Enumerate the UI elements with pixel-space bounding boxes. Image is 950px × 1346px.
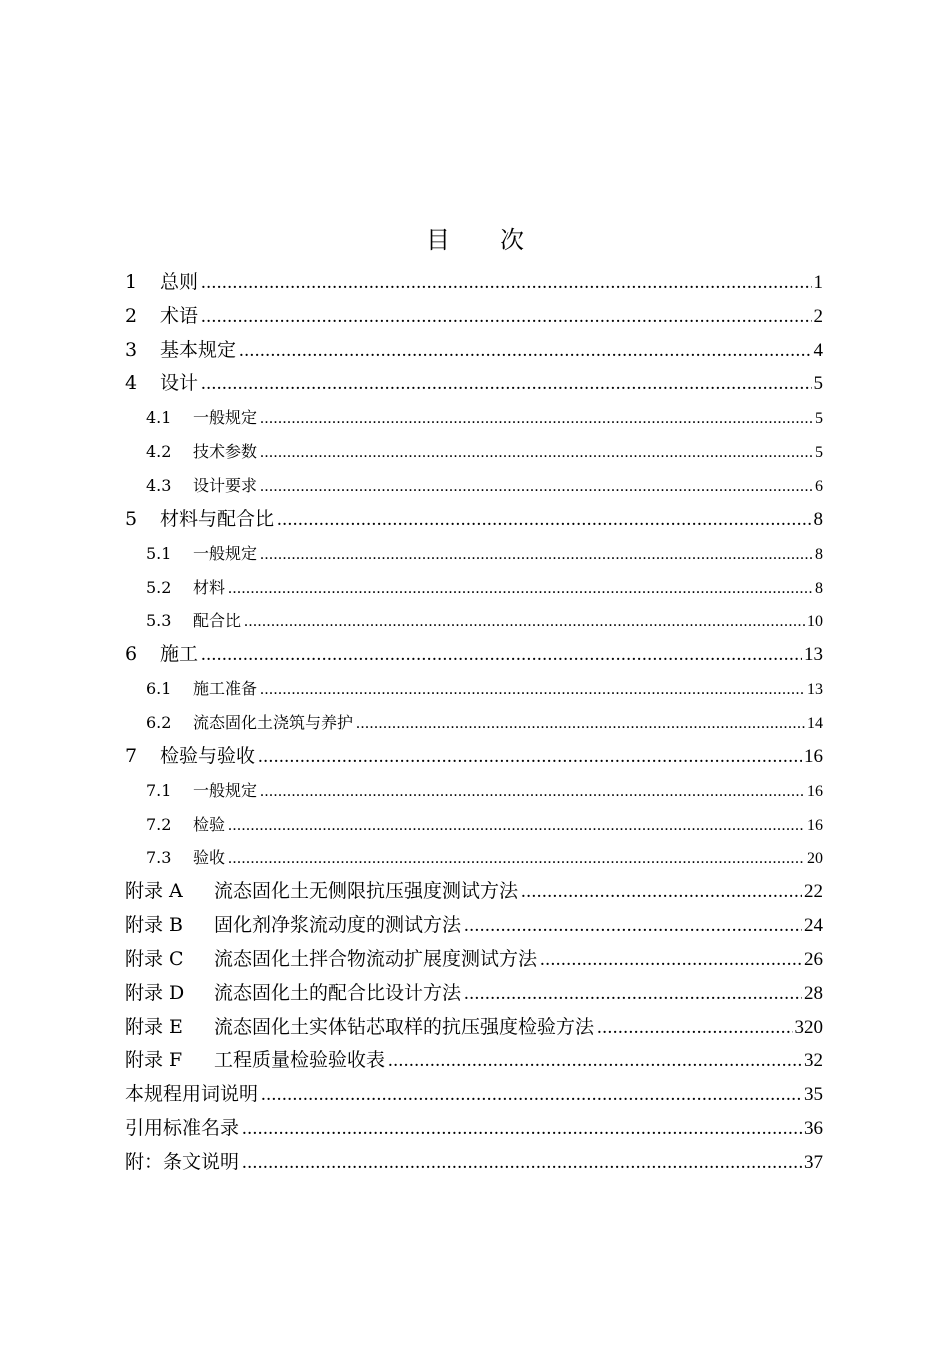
toc-entry-label: 一般规定: [193, 543, 258, 563]
toc-entry-page: 22: [804, 881, 823, 903]
toc-title: [0, 220, 950, 260]
toc-entry-4-2[interactable]: [125, 435, 823, 469]
toc-entry-number: 7.3: [146, 848, 172, 868]
dot-leader: [464, 977, 802, 1011]
toc-entry-page: 320: [794, 1016, 823, 1038]
toc-entry-label: 流态固化土浇筑与养护: [193, 713, 354, 733]
toc-entry-label: 设计要求: [193, 475, 258, 495]
toc-entry-page: 35: [804, 1084, 823, 1106]
toc-entry-7[interactable]: [125, 740, 823, 774]
toc-entry-label: 材料与配合比: [160, 507, 275, 530]
dot-leader: [201, 300, 811, 334]
toc-entry-page: 5: [813, 373, 823, 395]
toc-entry-page: 10: [807, 613, 823, 631]
dot-leader: [388, 1044, 802, 1078]
toc-entry-5-3[interactable]: [125, 604, 823, 638]
toc-entry-number: 附录 C: [125, 947, 184, 970]
toc-entry-page: 5: [815, 410, 823, 428]
toc-entry-number: 附录 F: [125, 1049, 183, 1072]
toc-entry-label: 总则: [160, 271, 199, 293]
dot-leader: [242, 1112, 802, 1146]
toc-entry-label: 附：条文说明: [125, 1150, 240, 1173]
toc-entry-label: 引用标准名录: [125, 1116, 240, 1139]
toc-entry-appendix-a[interactable]: [125, 875, 823, 909]
toc-entry-page: 8: [815, 579, 823, 597]
dot-leader: [228, 842, 805, 875]
toc-entry-number: 3: [125, 338, 138, 361]
toc-entry-4-3[interactable]: [125, 469, 823, 503]
toc-entry-7-3[interactable]: [125, 841, 823, 875]
toc-entry-label: 施工: [160, 643, 199, 666]
toc-entry-label: 流态固化土无侧限抗压强度测试方法: [214, 880, 519, 903]
dot-leader: [260, 673, 805, 706]
toc-entry-number: 4.1: [146, 408, 172, 428]
toc-entry-page: 1: [813, 272, 823, 293]
toc-entry-page: 20: [807, 850, 823, 868]
toc-entry-label: 基本规定: [160, 338, 237, 361]
toc-entry-label: 固化剂净浆流动度的测试方法: [214, 914, 462, 937]
toc-entry-number: 6.1: [146, 679, 172, 699]
toc-entry-number: 附录 B: [125, 914, 184, 937]
dot-leader: [239, 334, 811, 368]
dot-leader: [260, 470, 813, 503]
toc-entry-label: 材料: [193, 577, 226, 597]
toc-entry-number: 7: [125, 744, 138, 767]
toc-entry-appendix-b[interactable]: [125, 909, 823, 943]
dot-leader: [260, 436, 813, 469]
toc-title-second-char: 次: [500, 226, 524, 254]
toc-entry-number: 5.1: [146, 543, 172, 563]
toc-entry-label: 验收: [193, 848, 226, 868]
toc-entry-number: 附录 E: [125, 1015, 183, 1038]
toc-entry-label: 流态固化土的配合比设计方法: [214, 981, 462, 1004]
toc-entry-number: 7.1: [146, 780, 172, 800]
toc-entry-number: 4.3: [146, 475, 172, 495]
toc-list: [125, 266, 823, 1180]
dot-leader: [356, 707, 805, 740]
toc-entry-label: 一般规定: [193, 408, 258, 428]
toc-entry-5-2[interactable]: [125, 571, 823, 605]
toc-entry-page: 32: [804, 1050, 823, 1072]
toc-entry-4[interactable]: [125, 367, 823, 401]
dot-leader: [201, 367, 811, 401]
dot-leader: [242, 1146, 802, 1180]
toc-entry-page: 13: [807, 681, 823, 699]
toc-entry-number: 5.2: [146, 577, 172, 597]
toc-entry-page: 6: [815, 477, 823, 495]
toc-entry-page: 8: [813, 508, 823, 530]
toc-entry-label: 工程质量检验验收表: [214, 1049, 386, 1072]
toc-entry-3[interactable]: [125, 334, 823, 368]
toc-entry-4-1[interactable]: [125, 401, 823, 435]
toc-entry-number: 1: [125, 271, 138, 293]
toc-entry-label: 设计: [160, 372, 199, 395]
toc-entry-label: 配合比: [193, 611, 242, 631]
toc-entry-page: 16: [807, 782, 823, 800]
toc-entry-number: 附录 D: [125, 981, 185, 1004]
toc-entry-label: 流态固化土拌合物流动扩展度测试方法: [214, 947, 538, 970]
toc-entry-number: 5.3: [146, 611, 172, 631]
toc-entry-label: 本规程用词说明: [125, 1083, 259, 1106]
toc-entry-label: 检验与验收: [160, 744, 256, 767]
dot-leader: [540, 943, 802, 977]
toc-entry-7-2[interactable]: [125, 808, 823, 842]
toc-entry-6-2[interactable]: [125, 706, 823, 740]
toc-entry-page: 16: [804, 745, 823, 767]
toc-entry-number: 附录 A: [125, 880, 183, 903]
toc-entry-page: 14: [807, 715, 823, 733]
toc-entry-page: 26: [804, 948, 823, 970]
toc-entry-5[interactable]: [125, 503, 823, 537]
dot-leader: [201, 638, 802, 672]
toc-entry-label: 术语: [160, 304, 199, 327]
toc-entry-label: 一般规定: [193, 780, 258, 800]
toc-entry-1[interactable]: [125, 266, 823, 300]
toc-entry-cited-standards[interactable]: [125, 1112, 823, 1146]
toc-entry-appendix-f[interactable]: [125, 1044, 823, 1078]
dot-leader: [258, 740, 802, 774]
toc-entry-label: 技术参数: [193, 442, 258, 462]
dot-leader: [521, 875, 802, 909]
dot-leader: [261, 1078, 802, 1112]
toc-entry-number: 6: [125, 643, 138, 666]
toc-entry-appendix-d[interactable]: [125, 977, 823, 1011]
toc-entry-page: 8: [815, 545, 823, 563]
toc-entry-number: 4.2: [146, 442, 172, 462]
toc-entry-5-1[interactable]: [125, 537, 823, 571]
dot-leader: [597, 1011, 792, 1045]
dot-leader: [260, 402, 813, 435]
toc-entry-clause-explanation[interactable]: [125, 1146, 823, 1180]
toc-entry-page: 13: [804, 644, 823, 666]
toc-entry-page: 28: [804, 982, 823, 1004]
toc-entry-number: 6.2: [146, 713, 172, 733]
toc-entry-number: 7.2: [146, 814, 172, 834]
toc-entry-7-1[interactable]: [125, 774, 823, 808]
toc-entry-label: 检验: [193, 814, 226, 834]
toc-entry-page: 16: [807, 816, 823, 834]
toc-entry-appendix-e[interactable]: [125, 1011, 823, 1045]
toc-entry-page: 5: [815, 444, 823, 462]
toc-entry-6[interactable]: [125, 638, 823, 672]
toc-entry-appendix-c[interactable]: [125, 943, 823, 977]
dot-leader: [260, 775, 805, 808]
toc-entry-wording-explanation[interactable]: [125, 1078, 823, 1112]
toc-entry-number: 4: [125, 372, 138, 395]
toc-entry-number: 5: [125, 507, 138, 530]
dot-leader: [228, 809, 805, 842]
toc-entry-label: 施工准备: [193, 679, 258, 699]
toc-entry-label: 流态固化土实体钻芯取样的抗压强度检验方法: [214, 1015, 595, 1038]
dot-leader: [244, 605, 805, 638]
toc-entry-page: 37: [804, 1151, 823, 1173]
toc-title-first-char: 目: [426, 226, 450, 254]
dot-leader: [228, 572, 813, 605]
dot-leader: [464, 909, 802, 943]
dot-leader: [260, 538, 813, 571]
toc-entry-page: 36: [804, 1117, 823, 1139]
dot-leader: [201, 266, 811, 300]
toc-entry-page: 2: [813, 305, 823, 327]
toc-entry-6-1[interactable]: [125, 672, 823, 706]
toc-entry-2[interactable]: [125, 300, 823, 334]
toc-entry-page: 24: [804, 915, 823, 937]
toc-entry-number: 2: [125, 304, 138, 327]
dot-leader: [277, 503, 811, 537]
toc-entry-page: 4: [813, 339, 823, 361]
